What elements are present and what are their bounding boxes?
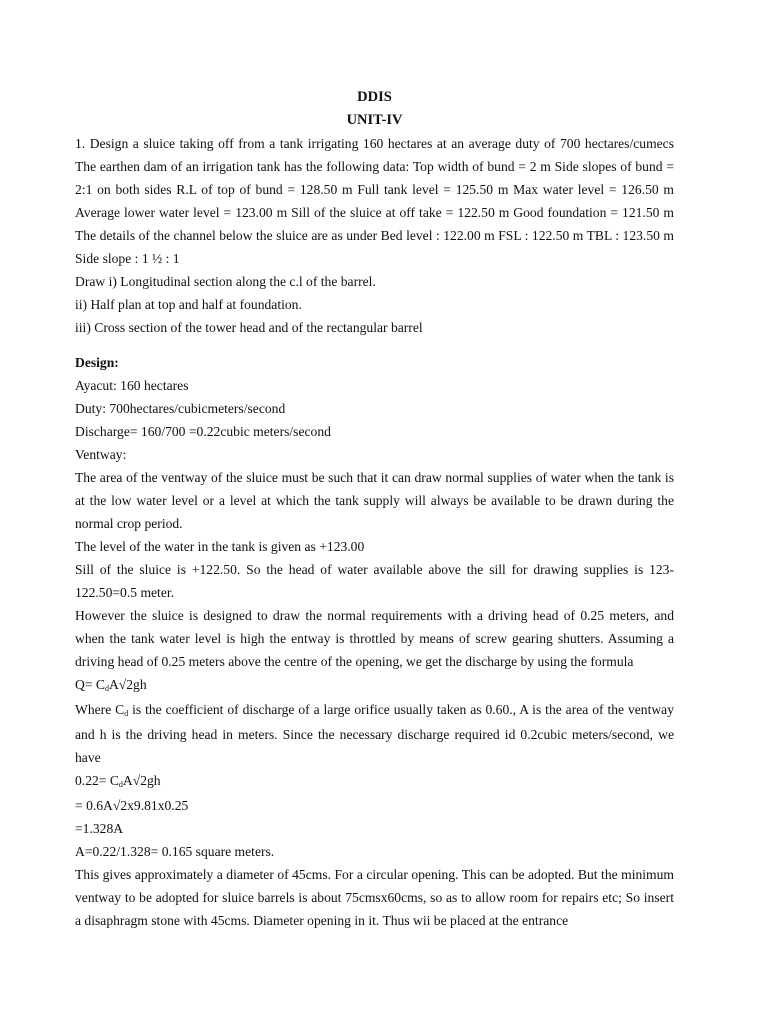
- where-subscript: d: [124, 709, 129, 718]
- where-post: is the coefficient of discharge of a large orifice usually taken as 0.60., A is the area of the ventway and h is the driving head in meters. Since the necessary discharge required id 0.2cubic meters/second, we have: [75, 702, 675, 765]
- discharge-line: Discharge= 160/700 =0.22cubic meters/second: [75, 424, 331, 439]
- draw-item-2: ii) Half plan at top and half at foundation.: [75, 297, 302, 312]
- formula-q: Q: [75, 677, 85, 692]
- calc-line-3: =1.328A: [75, 821, 124, 836]
- calc-line-1: [75, 769, 674, 794]
- ventway-heading: Ventway:: [75, 447, 127, 462]
- calc-line-2: = 0.6A√2x9.81x0.25: [75, 798, 189, 813]
- draw-item-3: iii) Cross section of the tower head and of the rectangular barrel: [75, 320, 423, 335]
- calc-line-4: A=0.22/1.328= 0.165 square meters.: [75, 844, 275, 859]
- ayacut-line: Ayacut: 160 hectares: [75, 378, 189, 393]
- sill-paragraph: Sill of the sluice is +122.50. So the head of water available above the sill for drawing supplies is 123-122.50=0.5 meter.: [75, 562, 674, 600]
- calc-1-post: A√2gh: [122, 773, 161, 788]
- ventway-paragraph: The area of the ventway of the sluice must be such that it can draw normal supplies of water when the tank is at the low water level or a level at which the tank supply will always be available to be drawn during the normal crop period.: [75, 470, 674, 531]
- final-paragraph: This gives approximately a diameter of 45cms. For a circular opening. This can be adopted. But the minimum ventway to be adopted for sluice barrels is about 75cmsx60cms, so as to allow room for repairs etc; So insert a disaphragm stone with 45cms. Diameter opening in it. Thus wii be placed at the entrance: [75, 867, 674, 928]
- design-heading: Design:: [75, 355, 119, 370]
- however-paragraph: However the sluice is designed to draw the normal requirements with a driving head of 0.25 meters, and when the tank water level is high the entway is throttled by means of screw gearing shutters. Assuming a driving head of 0.25 meters above the centre of the opening, we get the discharge by using the formula: [75, 608, 674, 669]
- where-pre: Where C: [75, 702, 125, 717]
- document-title: DDIS: [357, 89, 392, 105]
- formula-subscript: d: [104, 684, 109, 693]
- formula-rest: A√2gh: [108, 677, 147, 692]
- draw-item-1: Draw i) Longitudinal section along the c.l of the barrel.: [75, 274, 376, 289]
- spacer: [75, 339, 674, 351]
- document-page: [75, 86, 674, 932]
- problem-statement: 1. Design a sluice taking off from a tank irrigating 160 hectares at an average duty of 700 hectares/cumecs The earthen dam of an irrigation tank has the following data: Top width of bund = 2 m Side slopes of bund = 2:1 on both sides R.L of top of bund = 128.50 m Full tank level = 125.50 m Max water level = 126.50 m Average lower water level = 123.00 m Sill of the sluice at off take = 122.50 m Good foundation = 121.50 m The details of the channel below the sluice are as under Bed level : 122.00 m FSL : 122.50 m TBL : 123.50 m Side slope : 1 ½ : 1: [75, 136, 674, 266]
- duty-line: Duty: 700hectares/cubicmeters/second: [75, 401, 286, 416]
- formula-eq: = C: [84, 677, 105, 692]
- where-paragraph: [75, 698, 674, 769]
- formula-line: [75, 673, 674, 698]
- unit-heading: UNIT-IV: [346, 112, 403, 128]
- water-level-line: The level of the water in the tank is given as +123.00: [75, 539, 365, 554]
- calc-1-pre: 0.22= C: [75, 773, 119, 788]
- calc-1-subscript: d: [118, 780, 123, 789]
